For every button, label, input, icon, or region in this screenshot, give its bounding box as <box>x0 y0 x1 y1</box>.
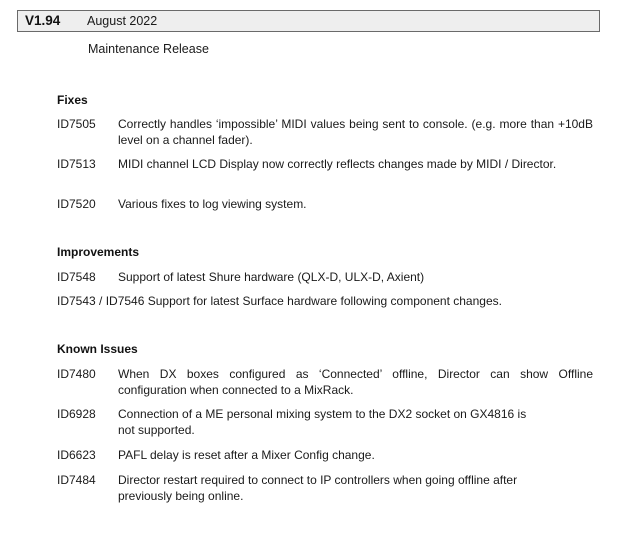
issue-id: ID7480 <box>57 367 96 381</box>
issue-description: Various fixes to log viewing system. <box>118 197 307 211</box>
issue-description: Support for latest Surface hardware following component changes. <box>147 294 502 308</box>
issue-id: ID6928 <box>57 407 96 421</box>
issue-description: Director restart required to connect to IP controllers when going offline after previously being online. <box>118 473 518 503</box>
issue-id: ID7548 <box>57 270 96 284</box>
issue-description: Correctly handles ‘impossible’ MIDI values being sent to console. (e.g. more than +10dB level on a channel fader). <box>118 117 593 147</box>
issue-id: ID7484 <box>57 473 96 487</box>
fixes-heading: Fixes <box>57 93 88 107</box>
issue-description: Support of latest Shure hardware (QLX-D, ULX-D, Axient) <box>118 270 425 284</box>
release-date: August 2022 <box>87 14 158 28</box>
release-type: Maintenance Release <box>88 42 209 56</box>
issue-id: ID7520 <box>57 197 96 211</box>
known-issues-heading: Known Issues <box>57 342 138 356</box>
issue-id: ID7505 <box>57 117 96 131</box>
issue-id: ID7513 <box>57 157 96 171</box>
improvement-item <box>57 293 597 309</box>
improvements-heading: Improvements <box>57 245 140 259</box>
issue-id: ID7543 / ID7546 <box>57 294 145 308</box>
issue-description: When DX boxes configured as ‘Connected’ offline, Director can show Offline configuration when connected to a MixRack. <box>118 367 593 397</box>
issue-description: MIDI channel LCD Display now correctly reflects changes made by MIDI / Director. <box>118 157 557 171</box>
issue-description: PAFL delay is reset after a Mixer Config change. <box>118 448 375 462</box>
issue-id: ID6623 <box>57 448 96 462</box>
version-number: V1.94 <box>25 13 61 28</box>
issue-description: Connection of a ME personal mixing system to the DX2 socket on GX4816 is not supported. <box>118 407 527 437</box>
release-header-bar <box>17 10 600 32</box>
